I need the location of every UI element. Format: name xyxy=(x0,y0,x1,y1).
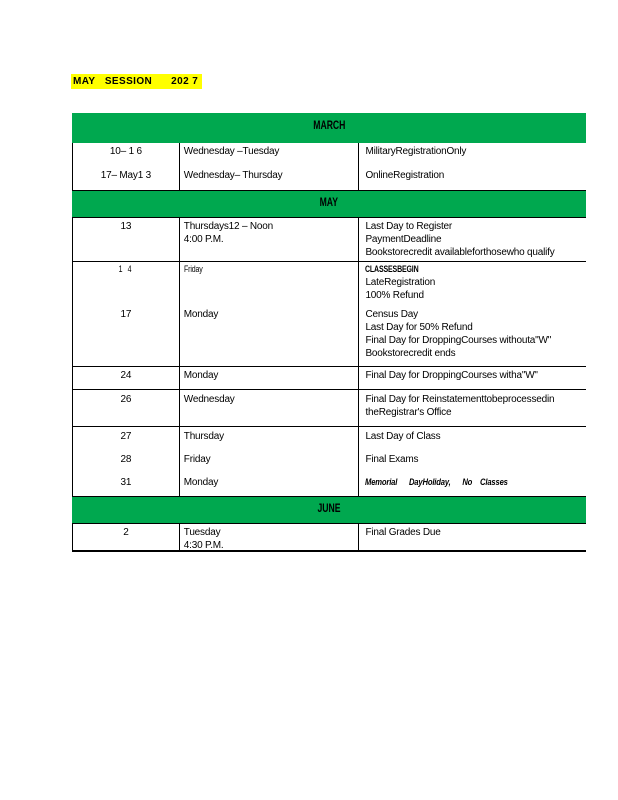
day-column xyxy=(179,390,359,426)
date-cell: 10– 1 6 xyxy=(109,146,142,157)
date-column xyxy=(73,262,179,366)
day-column xyxy=(179,524,359,550)
section-label-march: MARCH xyxy=(312,118,346,132)
desc-column xyxy=(358,367,586,389)
desc-cell: theRegistrar's Office xyxy=(365,407,452,418)
day-column xyxy=(179,262,359,366)
day-column xyxy=(179,143,359,190)
section-label-may: MAY xyxy=(319,195,339,209)
date-column xyxy=(73,367,179,389)
date-column xyxy=(73,218,179,261)
day-column xyxy=(179,218,359,261)
desc-cell: Last Day to Register xyxy=(365,221,453,232)
day-cell: Friday xyxy=(183,454,211,465)
day-cell: Thursdays12 – Noon xyxy=(183,221,274,232)
desc-cell: Final Grades Due xyxy=(365,527,441,538)
day-cell: Wednesday xyxy=(183,394,235,405)
desc-cell: Final Day for Reinstatementtobeprocessedin xyxy=(365,394,555,405)
day-column xyxy=(179,427,359,496)
day-cell: Tuesday xyxy=(183,527,221,538)
desc-cell: Bookstorecredit availableforthosewho qualify xyxy=(365,247,555,258)
date-column xyxy=(73,427,179,496)
desc-column xyxy=(358,218,586,261)
row-may-24 xyxy=(72,367,586,390)
day-cell: Monday xyxy=(183,477,219,488)
desc-cell: CLASSESBEGIN xyxy=(365,264,419,274)
desc-cell: Final Day for DroppingCourses withouta"W" xyxy=(365,335,552,346)
date-cell: 1 4 xyxy=(118,264,134,274)
date-cell: 13 xyxy=(120,221,132,232)
section-bar-may xyxy=(72,190,586,218)
desc-cell: Last Day for 50% Refund xyxy=(365,322,473,333)
desc-column xyxy=(358,524,586,550)
day-cell: Friday xyxy=(183,264,203,274)
desc-cell: Final Day for DroppingCourses witha"W" xyxy=(365,370,538,381)
desc-cell: 100% Refund xyxy=(365,290,424,301)
section-bar-june xyxy=(72,496,586,524)
day-cell: 4:00 P.M. xyxy=(183,234,224,245)
desc-column xyxy=(358,390,586,426)
desc-cell: OnlineRegistration xyxy=(365,170,445,181)
desc-column xyxy=(358,143,586,190)
date-cell: 31 xyxy=(120,477,132,488)
date-cell: 2 xyxy=(123,527,129,538)
row-may-26 xyxy=(72,390,586,427)
day-cell: Wednesday– Thursday xyxy=(183,170,283,181)
march-rows-block xyxy=(72,143,586,190)
desc-cell: Bookstorecredit ends xyxy=(365,348,456,359)
day-cell: Thursday xyxy=(183,431,224,442)
date-cell: 27 xyxy=(120,431,132,442)
desc-cell-memorial: Memorial DayHoliday, No Classes xyxy=(365,477,509,487)
calendar-table xyxy=(72,113,586,552)
date-column xyxy=(73,143,179,190)
day-cell: Monday xyxy=(183,370,219,381)
desc-cell: Census Day xyxy=(365,309,418,320)
desc-column xyxy=(358,262,586,366)
date-cell: 24 xyxy=(120,370,132,381)
row-may-13 xyxy=(72,218,586,262)
section-bar-march xyxy=(72,113,586,143)
date-cell: 28 xyxy=(120,454,132,465)
day-cell: Wednesday –Tuesday xyxy=(183,146,280,157)
section-label-june: JUNE xyxy=(317,501,341,515)
day-column xyxy=(179,367,359,389)
rows-may-27-28-31 xyxy=(72,427,586,496)
desc-cell: PaymentDeadline xyxy=(365,234,442,245)
rows-may-14-17 xyxy=(72,262,586,367)
day-cell: 4:30 P.M. xyxy=(183,540,224,551)
date-column xyxy=(73,390,179,426)
date-cell: 17– May1 3 xyxy=(100,170,152,181)
desc-cell: Final Exams xyxy=(365,454,419,465)
desc-column xyxy=(358,427,586,496)
date-column xyxy=(73,524,179,550)
date-cell: 26 xyxy=(120,394,132,405)
desc-cell: MilitaryRegistrationOnly xyxy=(365,146,467,157)
date-cell: 17 xyxy=(120,309,132,320)
day-cell: Monday xyxy=(183,309,219,320)
desc-cell: LateRegistration xyxy=(365,277,436,288)
desc-cell: Last Day of Class xyxy=(365,431,441,442)
doc-title-highlight: MAY SESSION 202 7 xyxy=(71,74,202,89)
row-june-2 xyxy=(72,524,586,552)
